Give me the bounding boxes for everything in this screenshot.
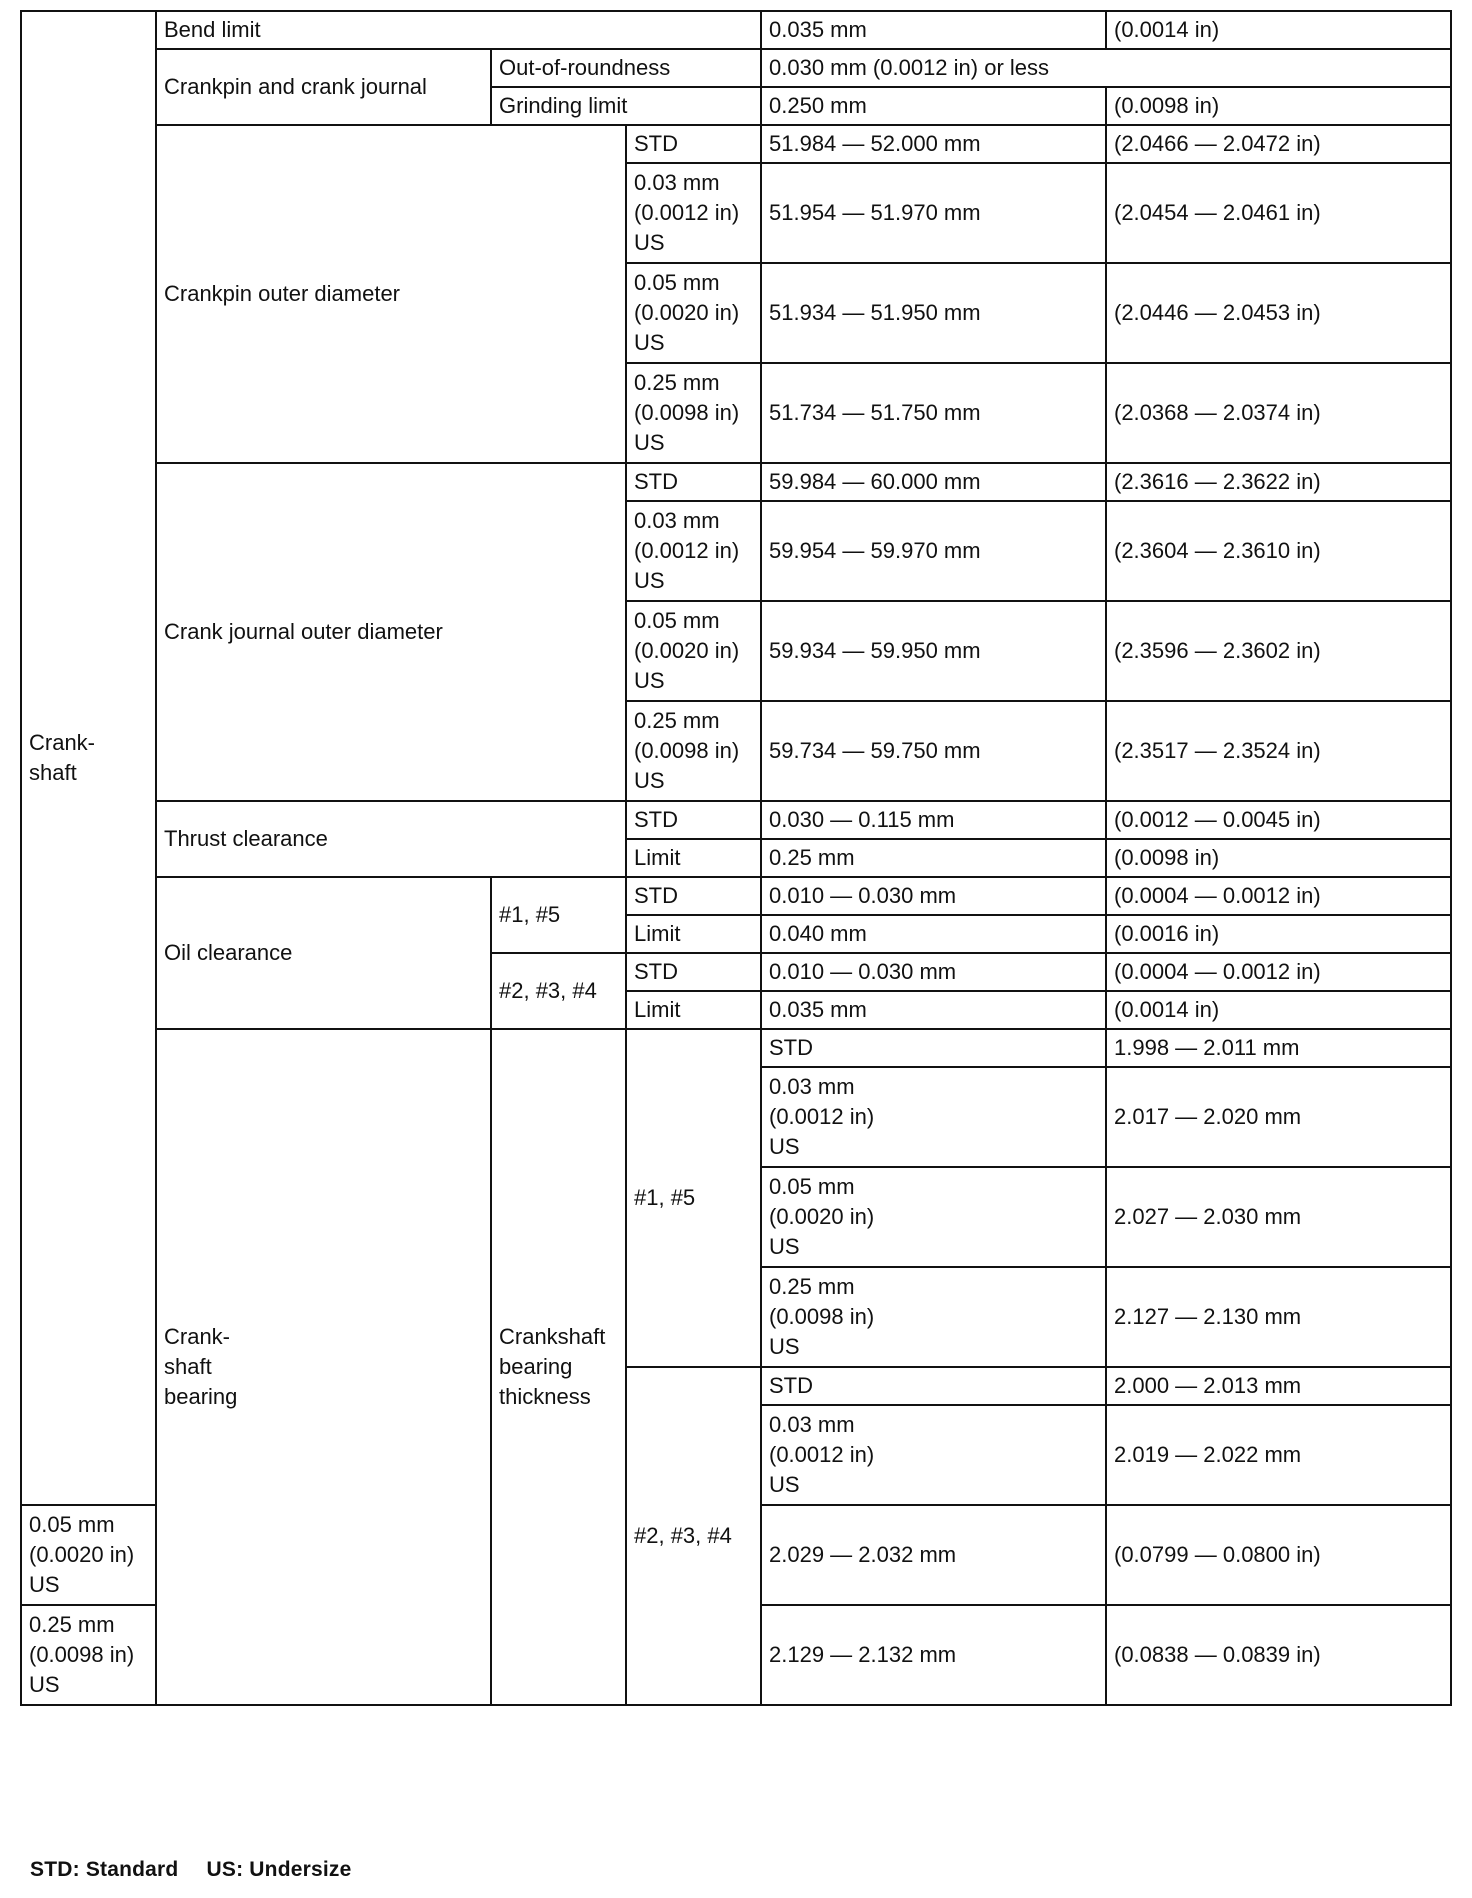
crankpin-od-label: Crankpin outer diameter bbox=[156, 125, 626, 463]
bend-limit-label: Bend limit bbox=[156, 11, 761, 49]
size-cell: STD bbox=[626, 877, 761, 915]
value-inch: (0.0799 — 0.0800 in) bbox=[1106, 1505, 1451, 1605]
oil-clearance-label: Oil clearance bbox=[156, 877, 491, 1029]
size-cell: 0.03 mm (0.0012 in) US bbox=[626, 501, 761, 601]
value-inch: (0.0838 — 0.0839 in) bbox=[1106, 1605, 1451, 1705]
size-cell: STD bbox=[761, 1029, 1106, 1067]
journal-od-label: Crank journal outer diameter bbox=[156, 463, 626, 801]
value-mm: 2.129 — 2.132 mm bbox=[761, 1605, 1106, 1705]
journal-group-label: #1, #5 bbox=[491, 877, 626, 953]
thrust-clearance-label: Thrust clearance bbox=[156, 801, 626, 877]
size-cell: STD bbox=[761, 1367, 1106, 1405]
crankshaft-section-label: Crank- shaft bbox=[21, 11, 156, 1505]
value-mm: 59.984 — 60.000 mm bbox=[761, 463, 1106, 501]
footnote bbox=[30, 1858, 351, 1882]
value-inch: (2.0446 — 2.0453 in) bbox=[1106, 263, 1451, 363]
size-cell: 0.05 mm (0.0020 in) US bbox=[761, 1167, 1106, 1267]
value-mm: 51.954 — 51.970 mm bbox=[761, 163, 1106, 263]
size-cell: 0.03 mm (0.0012 in) US bbox=[626, 163, 761, 263]
size-cell: 0.25 mm (0.0098 in) US bbox=[626, 363, 761, 463]
value-mm: 0.010 — 0.030 mm bbox=[761, 877, 1106, 915]
value-inch: (0.0016 in) bbox=[1106, 915, 1451, 953]
value-inch: (0.0098 in) bbox=[1106, 839, 1451, 877]
size-cell: Limit bbox=[626, 991, 761, 1029]
value-mm: 59.954 — 59.970 mm bbox=[761, 501, 1106, 601]
value-mm: 59.734 — 59.750 mm bbox=[761, 701, 1106, 801]
value-mm: 2.027 — 2.030 mm bbox=[1106, 1167, 1451, 1267]
value-inch: (0.0014 in) bbox=[1106, 991, 1451, 1029]
crankpin-journal-label: Crankpin and crank journal bbox=[156, 49, 491, 125]
value-mm: 0.035 mm bbox=[761, 991, 1106, 1029]
value-mm: 0.030 — 0.115 mm bbox=[761, 801, 1106, 839]
size-cell: 0.25 mm (0.0098 in) US bbox=[761, 1267, 1106, 1367]
size-cell: 0.05 mm (0.0020 in) US bbox=[21, 1505, 156, 1605]
value-mm: 2.127 — 2.130 mm bbox=[1106, 1267, 1451, 1367]
journal-group-label: #2, #3, #4 bbox=[626, 1367, 761, 1705]
size-cell: Limit bbox=[626, 915, 761, 953]
crankshaft-spec-table bbox=[20, 10, 1452, 1706]
grinding-limit-label: Grinding limit bbox=[491, 87, 761, 125]
value-inch: (0.0004 — 0.0012 in) bbox=[1106, 877, 1451, 915]
value-mm: 51.934 — 51.950 mm bbox=[761, 263, 1106, 363]
out-of-roundness-value: 0.030 mm (0.0012 in) or less bbox=[761, 49, 1451, 87]
size-cell: STD bbox=[626, 953, 761, 991]
bend-limit-mm: 0.035 mm bbox=[761, 11, 1106, 49]
value-inch: (2.0368 — 2.0374 in) bbox=[1106, 363, 1451, 463]
size-cell: 0.03 mm (0.0012 in) US bbox=[761, 1067, 1106, 1167]
value-inch: (0.0004 — 0.0012 in) bbox=[1106, 953, 1451, 991]
value-mm: 2.029 — 2.032 mm bbox=[761, 1505, 1106, 1605]
bearing-thickness-label: Crankshaft bearing thickness bbox=[491, 1029, 626, 1705]
value-mm: 51.984 — 52.000 mm bbox=[761, 125, 1106, 163]
value-mm: 59.934 — 59.950 mm bbox=[761, 601, 1106, 701]
value-inch: (2.0466 — 2.0472 in) bbox=[1106, 125, 1451, 163]
value-mm: 2.000 — 2.013 mm bbox=[1106, 1367, 1451, 1405]
bearing-section-label: Crank- shaft bearing bbox=[156, 1029, 491, 1705]
size-cell: 0.03 mm (0.0012 in) US bbox=[761, 1405, 1106, 1505]
journal-group-label: #1, #5 bbox=[626, 1029, 761, 1367]
value-mm: 2.017 — 2.020 mm bbox=[1106, 1067, 1451, 1167]
size-cell: STD bbox=[626, 463, 761, 501]
value-mm: 0.040 mm bbox=[761, 915, 1106, 953]
grinding-limit-inch: (0.0098 in) bbox=[1106, 87, 1451, 125]
value-inch: (2.3616 — 2.3622 in) bbox=[1106, 463, 1451, 501]
size-cell: 0.05 mm (0.0020 in) US bbox=[626, 263, 761, 363]
out-of-roundness-label: Out-of-roundness bbox=[491, 49, 761, 87]
value-inch: (2.0454 — 2.0461 in) bbox=[1106, 163, 1451, 263]
journal-group-label: #2, #3, #4 bbox=[491, 953, 626, 1029]
size-cell: STD bbox=[626, 125, 761, 163]
footnote-us: US: Undersize bbox=[206, 1858, 352, 1881]
grinding-limit-mm: 0.250 mm bbox=[761, 87, 1106, 125]
value-mm: 0.010 — 0.030 mm bbox=[761, 953, 1106, 991]
size-cell: 0.05 mm (0.0020 in) US bbox=[626, 601, 761, 701]
value-inch: (2.3604 — 2.3610 in) bbox=[1106, 501, 1451, 601]
value-inch: (2.3517 — 2.3524 in) bbox=[1106, 701, 1451, 801]
size-cell: 0.25 mm (0.0098 in) US bbox=[21, 1605, 156, 1705]
size-cell: 0.25 mm (0.0098 in) US bbox=[626, 701, 761, 801]
value-mm: 51.734 — 51.750 mm bbox=[761, 363, 1106, 463]
value-mm: 2.019 — 2.022 mm bbox=[1106, 1405, 1451, 1505]
value-mm: 0.25 mm bbox=[761, 839, 1106, 877]
value-mm: 1.998 — 2.011 mm bbox=[1106, 1029, 1451, 1067]
size-cell: STD bbox=[626, 801, 761, 839]
size-cell: Limit bbox=[626, 839, 761, 877]
value-inch: (0.0012 — 0.0045 in) bbox=[1106, 801, 1451, 839]
footnote-std: STD: Standard bbox=[30, 1858, 179, 1881]
bend-limit-inch: (0.0014 in) bbox=[1106, 11, 1451, 49]
value-inch: (2.3596 — 2.3602 in) bbox=[1106, 601, 1451, 701]
